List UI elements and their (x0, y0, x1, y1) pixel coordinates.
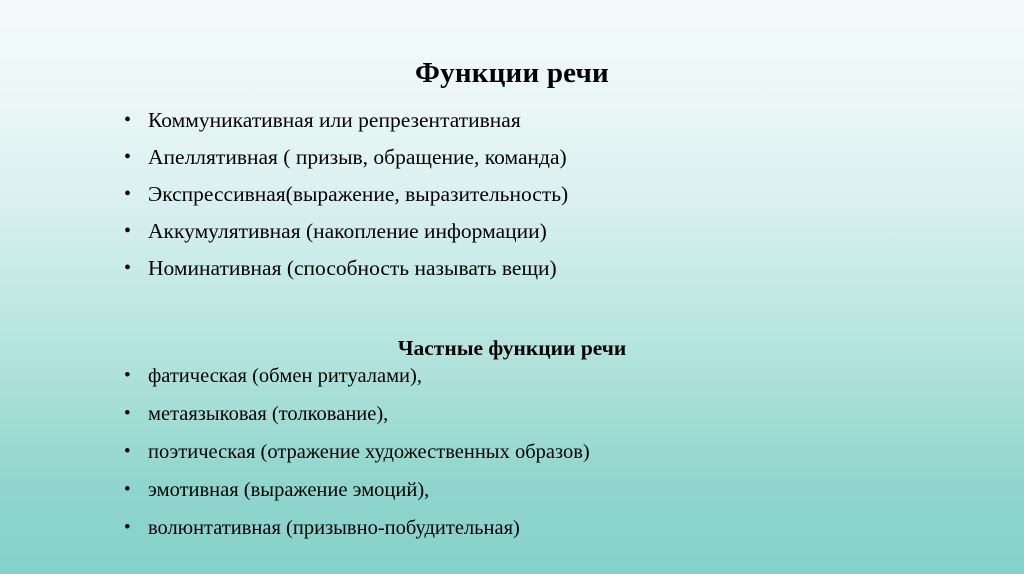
specific-function-list (118, 357, 908, 547)
bullet-icon: • (124, 517, 131, 538)
list-item-label: эмотивная (выражение эмоций), (148, 479, 430, 501)
list-item-label: поэтическая (отражение художественных образов) (148, 441, 590, 463)
bullet-icon: • (124, 183, 132, 205)
list-item (118, 471, 908, 509)
list-item-label: Коммуникативная или репрезентативная (148, 108, 521, 132)
bullet-icon: • (124, 365, 131, 386)
list-item-label: метаязыковая (толкование), (148, 403, 389, 425)
bullet-icon: • (124, 403, 131, 424)
list-item (118, 176, 908, 213)
list-item (118, 250, 908, 287)
list-item (118, 395, 908, 433)
list-item (118, 357, 908, 395)
list-item (118, 139, 908, 176)
main-function-list (118, 102, 908, 287)
section-heading: Частные функции речи (397, 335, 627, 360)
bullet-icon: • (124, 257, 132, 279)
list-item (118, 102, 908, 139)
bullet-icon: • (124, 109, 132, 131)
bullet-icon: • (124, 479, 131, 500)
list-item-label: волюнтативная (призывно-побудительная) (148, 517, 520, 539)
page-title: Функции речи (415, 57, 609, 90)
list-item-label: Экспрессивная(выражение, выразительность) (148, 182, 569, 206)
list-item (118, 213, 908, 250)
list-item (118, 509, 908, 547)
list-item-label: Номинативная (способность называть вещи) (148, 256, 557, 280)
list-item-label: фатическая (обмен ритуалами), (148, 365, 422, 387)
list-item-label: Аккумулятивная (накопление информации) (148, 219, 547, 243)
list-item-label: Апеллятивная ( призыв, обращение, команда) (148, 145, 567, 169)
bullet-icon: • (124, 220, 132, 242)
list-item (118, 433, 908, 471)
bullet-icon: • (124, 146, 132, 168)
bullet-icon: • (124, 441, 131, 462)
